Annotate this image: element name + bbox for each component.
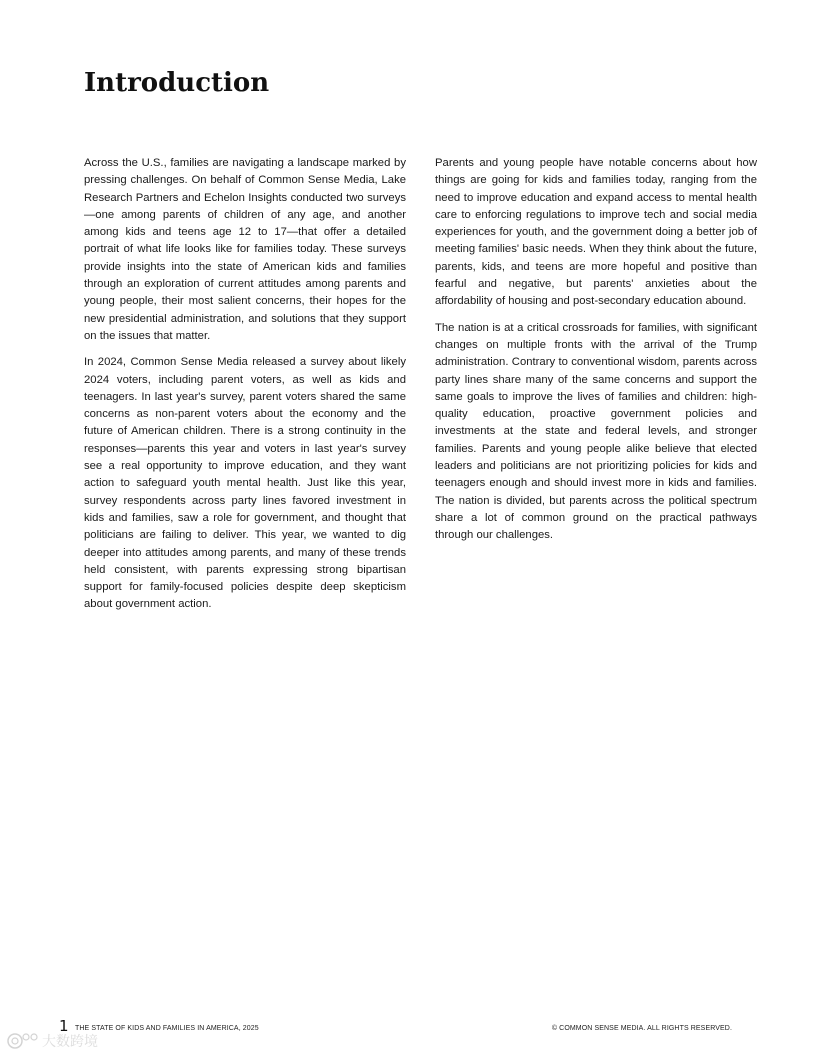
- watermark-text: 大数跨境: [42, 1034, 98, 1050]
- watermark-logo-icon: [6, 1030, 108, 1052]
- left-column: [84, 155, 406, 623]
- page-footer: [0, 1016, 816, 1040]
- paragraph: In 2024, Common Sense Media released a survey about likely 2024 voters, including parent voters, as well as kids and teenagers. In last year's survey, parent voters shared the same concerns as non-parent voters about the economy and the future of American children. There is a strong continuity in the responses—parents this year and voters in last year's survey see a real opportunity to improve education, and they want action to safeguard youth mental health. Just like this year, survey respondents across party lines favored investment in kids and families, saw a role for government, and thought that politicians are failing to deliver. This year, we wanted to dig deeper into attitudes among parents, and many of these trends held consistent, with parents expressing strong bipartisan support for family-focused policies despite deep skepticism about government action.: [84, 356, 406, 611]
- paragraph: Across the U.S., families are navigating a landscape marked by pressing challenges. On behalf of Common Sense Media, Lake Research Partners and Echelon Insights conducted two surveys—one among parents of children of any age, and another among kids and teens age 12 to 17—that offer a detailed portrait of what life looks like for families today. These surveys provide insights into the state of American kids and families through an exploration of current attitudes among parents and young people, their most salient concerns, their hopes for the new presidential administration, and solutions that they support on the issues that matter.: [84, 157, 406, 342]
- page-title: Introduction: [84, 68, 270, 98]
- paragraph: Parents and young people have notable concerns about how things are going for kids and families today, ranging from the need to improve education and expand access to mental health care to enforcing regulations to improve tech and social media experiences for youth, and the government doing a better job of meeting families' basic needs. When they think about the future, parents, kids, and teens are more hopeful and positive than fearful and negative, but parents' anxieties about the affordability of housing and post-secondary education abound.: [435, 157, 757, 308]
- paragraph: The nation is at a critical crossroads for families, with significant changes on multiple fronts with the arrival of the Trump administration. Contrary to conventional wisdom, parents across party lines share many of the same concerns and support the same goals to improve the lives of families and children: high-quality education, proactive government policies and investments at the state and federal levels, and stronger families. Parents and young people alike believe that elected leaders and politicians are not prioritizing policies for kids and teenagers enough and should invest more in kids and families. The nation is divided, but parents across the political spectrum share a lot of common ground on the practical pathways through our challenges.: [435, 321, 757, 542]
- report-title: THE STATE OF KIDS AND FAMILIES IN AMERICA, 2025: [75, 1025, 259, 1032]
- right-column: [435, 155, 757, 554]
- page-number: 1: [59, 1017, 69, 1035]
- copyright-notice: © COMMON SENSE MEDIA. ALL RIGHTS RESERVED.: [551, 1025, 732, 1032]
